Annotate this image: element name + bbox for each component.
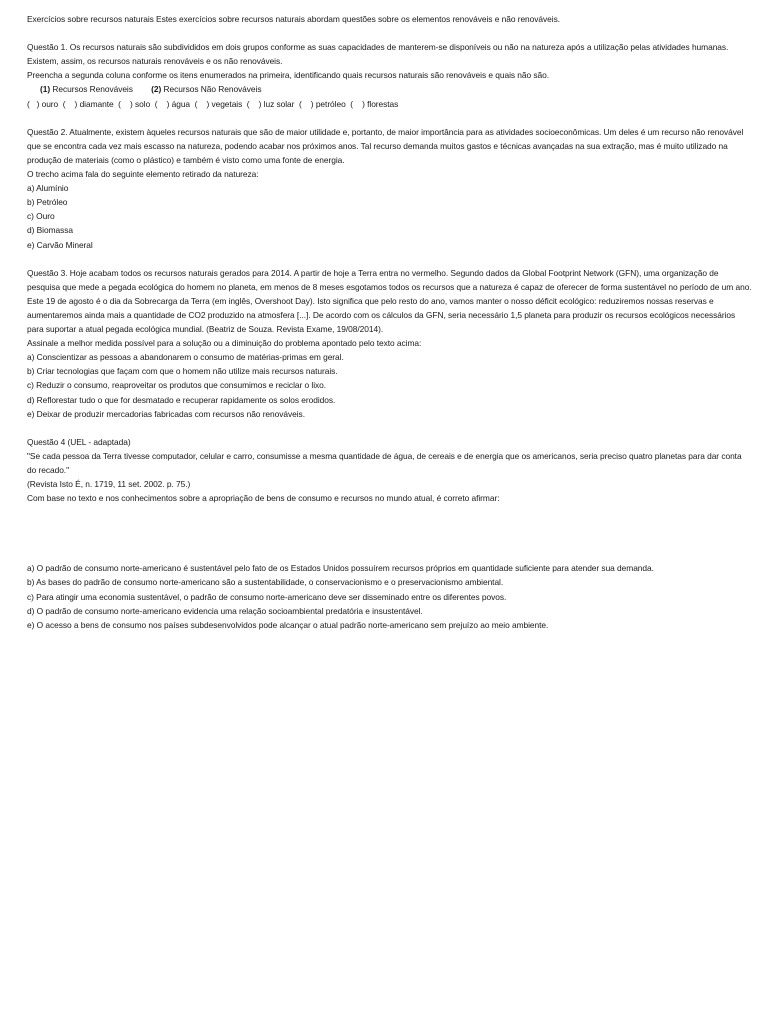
spacer — [27, 252, 752, 266]
spacer — [27, 547, 752, 561]
question-2-prompt: O trecho acima fala do seguinte elemento retirado da natureza: — [27, 169, 259, 180]
column-2-number: (2) — [151, 84, 162, 95]
question-1-items: ( ) ouro ( ) diamante ( ) solo ( ) água ( ) vegetais ( ) luz solar ( ) petróleo ( ) florestas — [27, 98, 399, 109]
question-4-quote: "Se cada pessoa da Terra tivesse computador, celular e carro, consumisse a mesma quantidade de água, de cereais e de energia que os americanos, seria preciso quatro planetas para dar conta do recado." — [27, 450, 742, 475]
option-d: d) Biomassa — [27, 225, 73, 236]
column-1-label: Recursos Renováveis — [52, 84, 133, 95]
option-c: c) Para atingir uma economia sustentável, o padrão de consumo norte-americano deve ser disseminado entre os diferentes povos. — [27, 591, 507, 602]
option-d: d) Reflorestar tudo o que for desmatado e recuperar rapidamente os solos erodidos. — [27, 394, 336, 405]
document-page — [27, 12, 752, 632]
option-c: c) Ouro — [27, 211, 55, 222]
option-b: b) As bases do padrão de consumo norte-americano são a sustentabilidade, o conservacionismo e o preservacionismo ambiental. — [27, 577, 504, 588]
question-1-columns — [27, 82, 752, 96]
option-b: b) Criar tecnologias que façam com que o homem não utilize mais recursos naturais. — [27, 366, 338, 377]
intro-text: Exercícios sobre recursos naturais Estes exercícios sobre recursos naturais abordam questões sobre os elementos renováveis e não renováveis. — [27, 14, 560, 24]
question-4-source: (Revista Isto É, n. 1719, 11 set. 2002. p. 75.) — [27, 479, 191, 490]
question-4-title: Questão 4 (UEL - adaptada) — [27, 436, 131, 447]
question-2-text: Questão 2. Atualmente, existem àqueles recursos naturais que são de maior utilidade e, portanto, de maior importância para as atividades socioeconômicas. Um deles é um recurso não renovável que se encontra cada vez mais escasso na natureza, podendo acabar nos próximos anos. Tal recurso demanda muitos gastos e técnicas avançadas na sua extração, mas é muito utilizado na produção de materiais (como o plástico) e também é visto como uma fonte de energia. — [27, 126, 744, 165]
spacer — [27, 26, 752, 40]
column-1-number: (1) — [40, 84, 51, 95]
option-a: a) Conscientizar as pessoas a abandonarem o consumo de matérias-primas em geral. — [27, 352, 344, 363]
spacer — [27, 505, 752, 547]
question-1-instruction: Preencha a segunda coluna conforme os itens enumerados na primeira, identificando quais recursos naturais são renováveis e quais não são. — [27, 70, 550, 81]
option-a: a) Alumínio — [27, 183, 69, 194]
question-3-text: Questão 3. Hoje acabam todos os recursos naturais gerados para 2014. A partir de hoje a Terra entra no vermelho. Segundo dados da Global Footprint Network (GFN), uma organização de pesquisa que mede a pegada ecológica do homem no planeta, em menos de 8 meses esgotamos todos os recursos que a natureza é capaz de oferecer de forma sustentável no período de um ano. Este 19 de agosto é o dia da Sobrecarga da Terra (em inglês, Overshoot Day). Isto significa que pelo resto do ano, vamos manter o nosso déficit ecológico: reduziremos nossas reservas e aumentaremos ainda mais a quantidade de CO2 produzido na atmosfera [...]. De acordo com os cálculos da GFN, seria necessário 1,5 planeta para produzir os recursos ecológicos necessários para suportar a atual pegada ecológica mundial. (Beatriz de Souza. Revista Exame, 19/08/2014). — [27, 267, 752, 335]
option-a: a) O padrão de consumo norte-americano é sustentável pelo fato de os Estados Unidos possuírem recursos próprios em quantidade suficiente para atender sua demanda. — [27, 563, 654, 574]
option-e: e) Carvão Mineral — [27, 239, 93, 250]
spacer — [27, 111, 752, 125]
option-c: c) Reduzir o consumo, reaproveitar os produtos que consumimos e reciclar o lixo. — [27, 380, 327, 391]
question-4-prompt: Com base no texto e nos conhecimentos sobre a apropriação de bens de consumo e recursos no mundo atual, é correto afirmar: — [27, 493, 500, 504]
column-2-label: Recursos Não Renováveis — [163, 84, 262, 95]
option-e: e) Deixar de produzir mercadorias fabricadas com recursos não renováveis. — [27, 408, 305, 419]
option-b: b) Petróleo — [27, 197, 68, 208]
option-e: e) O acesso a bens de consumo nos países subdesenvolvidos pode alcançar o atual padrão norte-americano sem prejuízo ao meio ambiente. — [27, 619, 549, 630]
spacer — [27, 421, 752, 435]
question-1-text: Questão 1. Os recursos naturais são subdivididos em dois grupos conforme as suas capacidades de manterem-se disponíveis ou não na natureza após a utilização pelas atividades humanas. Existem, assim, os recursos naturais renováveis e os não renováveis. — [27, 42, 729, 67]
option-d: d) O padrão de consumo norte-americano evidencia uma relação socioambiental predatória e insustentável. — [27, 605, 423, 616]
question-3-prompt: Assinale a melhor medida possível para a solução ou a diminuição do problema apontado pelo texto acima: — [27, 338, 422, 349]
